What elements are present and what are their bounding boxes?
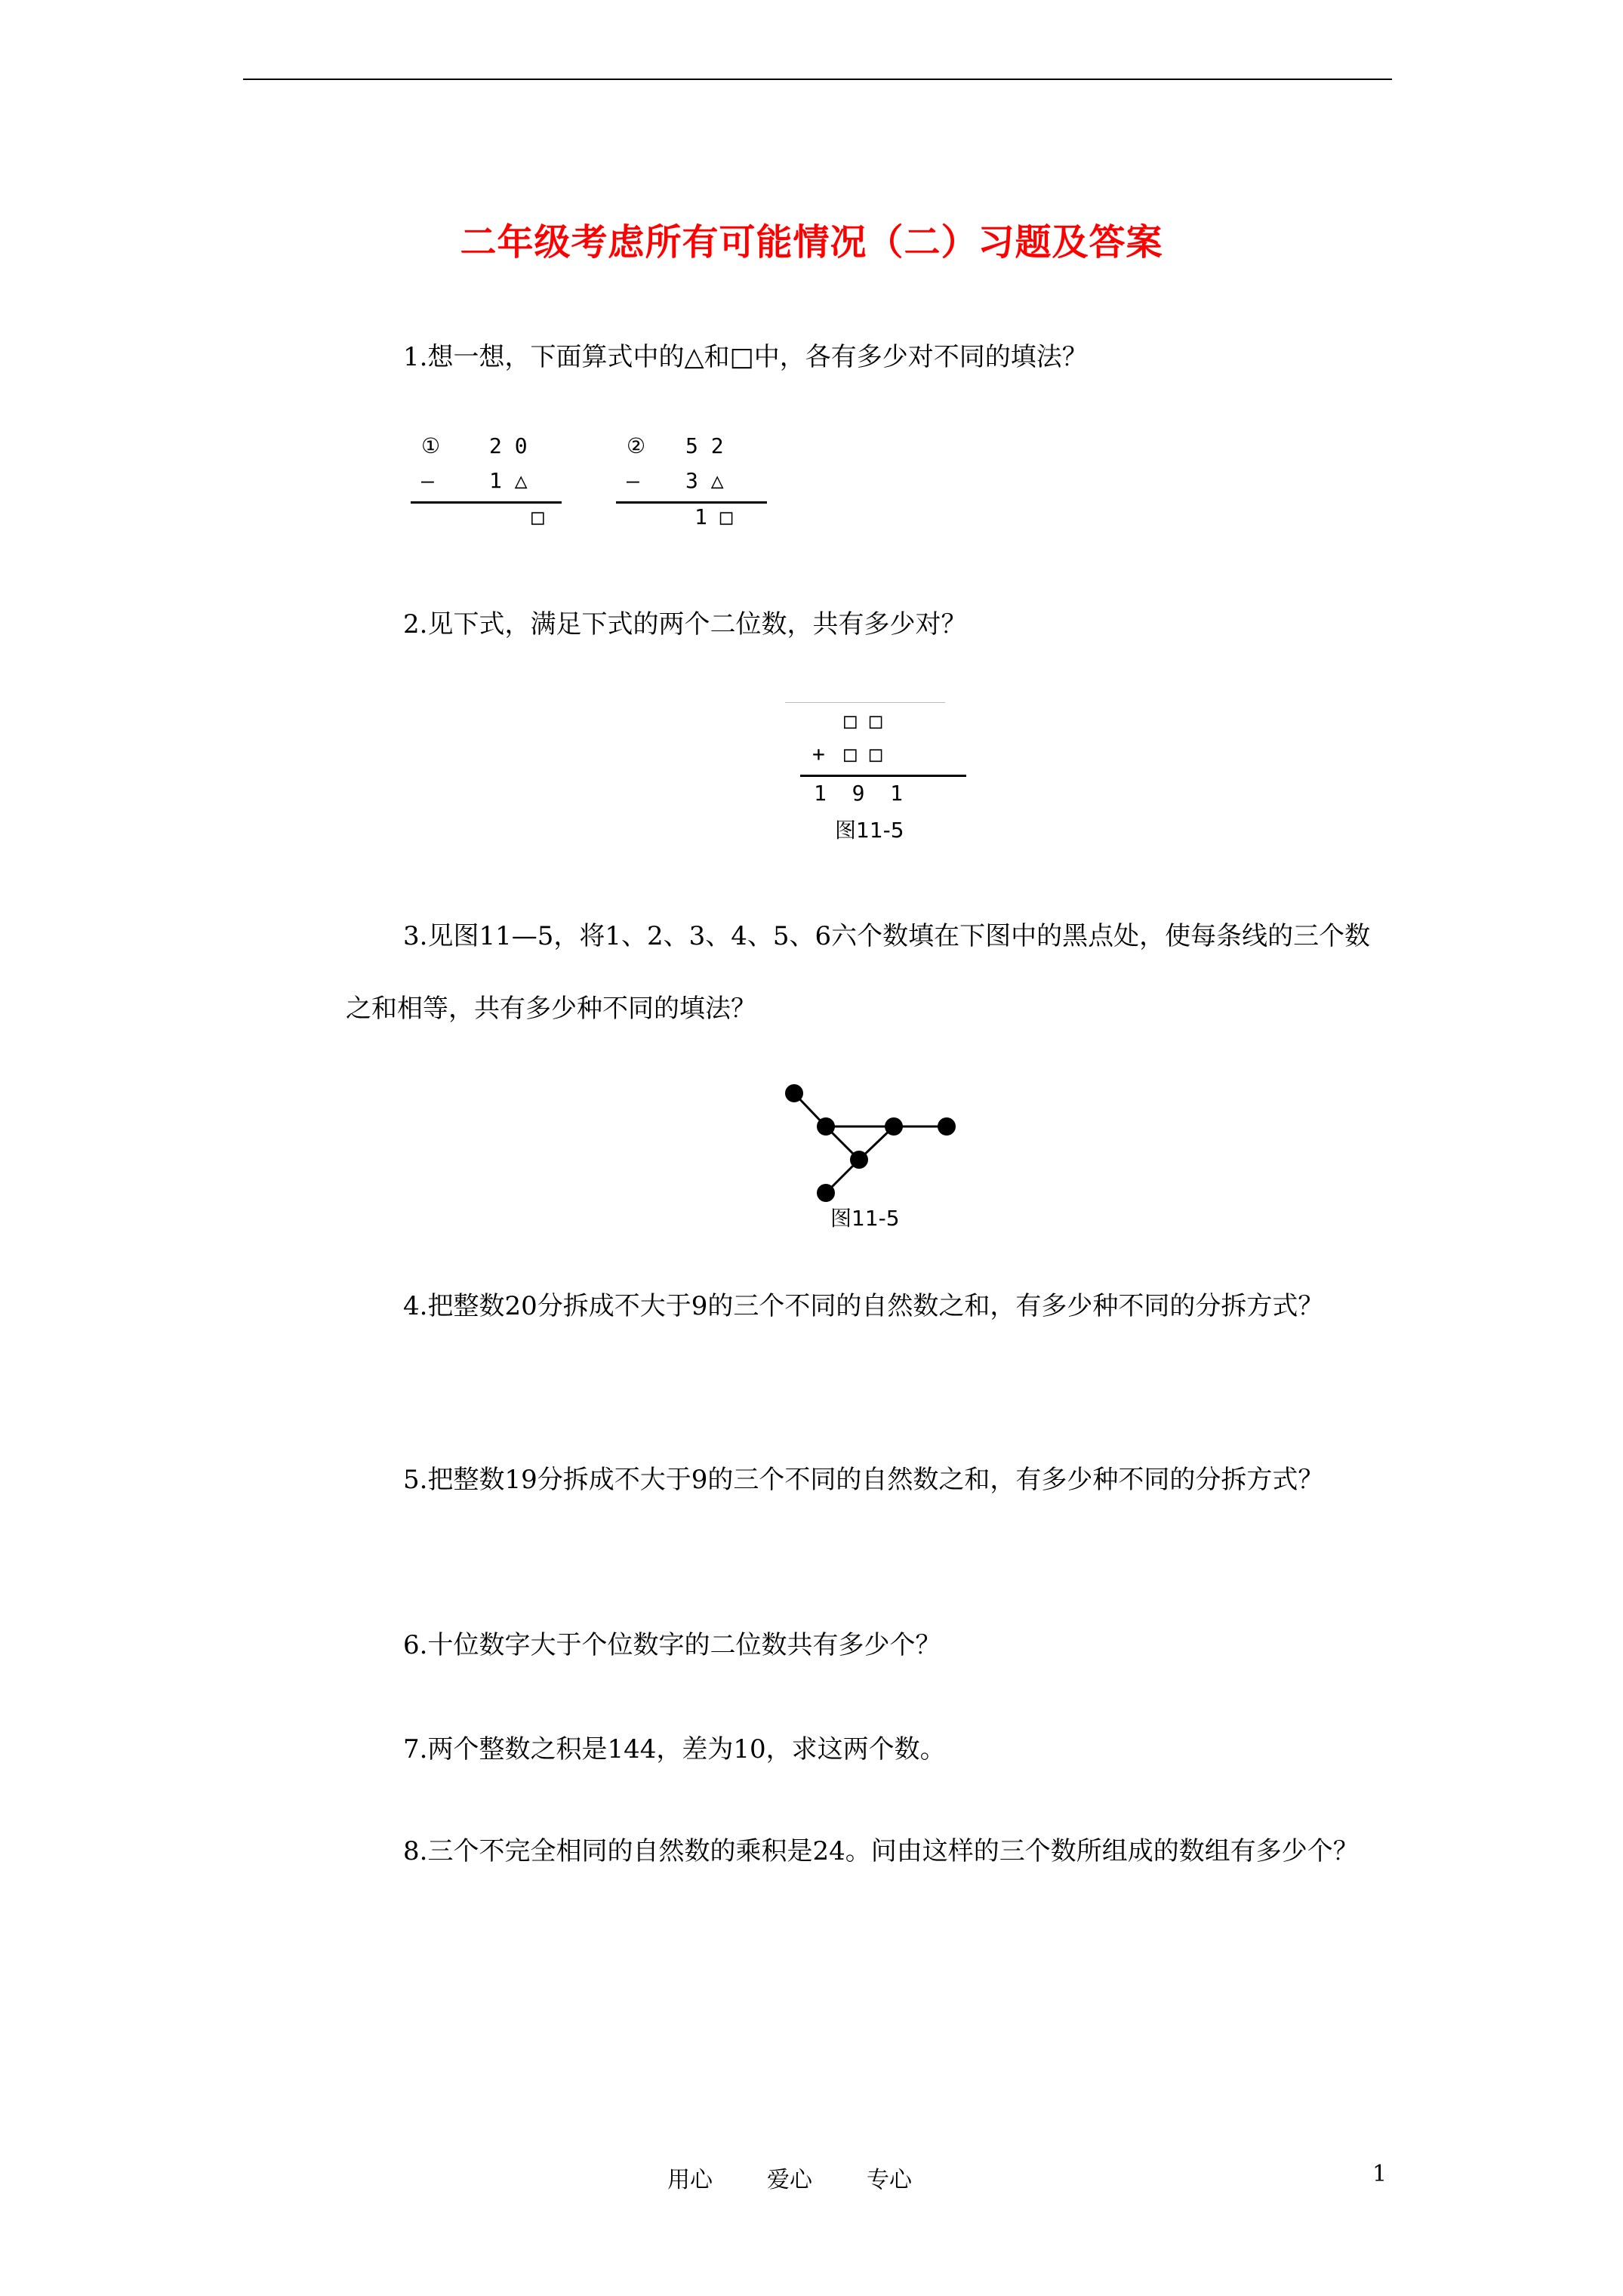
dot-graph-figure	[770, 1072, 966, 1238]
plus-operator: +	[812, 741, 825, 766]
puzzle-b-minuend: 5 2	[685, 433, 724, 458]
sum-result: 1 9 1	[814, 781, 904, 806]
question-number: 4.	[403, 1291, 428, 1321]
question-number: 2.	[403, 609, 428, 639]
question-text: 见下式，满足下式的两个二位数，共有多少对？	[427, 609, 967, 639]
puzzle-a-label: ①	[421, 433, 441, 458]
question-text: 把整数19分拆成不大于9的三个不同的自然数之和，有多少种不同的分拆方式？	[427, 1465, 1324, 1495]
question-number: 3.	[403, 921, 428, 951]
addend-1: □ □	[844, 708, 882, 733]
footer-left: 用心	[667, 2167, 713, 2193]
figure-caption: 图11-5	[830, 1206, 900, 1231]
question-text: 想一想，下面算式中的△和□中，各有多少对不同的填法？	[427, 342, 1088, 372]
puzzle-a-subtrahend: 1 △	[489, 468, 528, 493]
footer-middle: 爱心	[767, 2167, 812, 2193]
question-number: 7.	[403, 1734, 428, 1764]
header-rule	[243, 79, 1392, 80]
puzzle-b-result: 1 □	[694, 504, 733, 529]
graph-node	[785, 1084, 803, 1102]
graph-node	[850, 1151, 868, 1169]
question-number: 5.	[403, 1465, 428, 1495]
graph-node	[885, 1117, 903, 1136]
puzzle-a-result: □	[531, 504, 544, 529]
question-6	[346, 1626, 1395, 1664]
top-rule	[785, 702, 945, 703]
graph-node	[817, 1117, 835, 1136]
question-text: 两个整数之积是144，差为10，求这两个数。	[427, 1734, 946, 1764]
question-3	[346, 900, 1395, 1045]
document-title: 二年级考虑所有可能情况（二）习题及答案	[460, 221, 1163, 264]
puzzle-b-label: ②	[627, 433, 646, 458]
question-number: 6.	[403, 1630, 428, 1660]
question-text: 三个不完全相同的自然数的乘积是24。问由这样的三个数所组成的数组有多少个？	[427, 1836, 1359, 1866]
puzzle-b-operator: —	[627, 468, 639, 493]
question-text: 见图11—5，将1、2、3、4、5、6六个数填在下图中的黑点处，使每条线的三个数之和相等，共有多少种不同的填法？	[346, 921, 1371, 1024]
subtraction-figure	[408, 429, 785, 542]
question-text: 把整数20分拆成不大于9的三个不同的自然数之和，有多少种不同的分拆方式？	[427, 1291, 1324, 1321]
puzzle-a-rule	[411, 501, 562, 504]
question-number: 1.	[403, 342, 428, 372]
page-number: 1	[1372, 2161, 1387, 2187]
question-5	[346, 1444, 1395, 1516]
graph-node	[817, 1184, 835, 1202]
question-7	[346, 1730, 1395, 1768]
puzzle-a-operator: —	[421, 468, 434, 493]
puzzle-b-rule	[616, 501, 767, 504]
question-8	[346, 1815, 1395, 1888]
footer-right: 专心	[867, 2167, 912, 2193]
question-4	[346, 1270, 1395, 1342]
addition-figure	[782, 702, 948, 853]
question-1	[346, 338, 1395, 376]
puzzle-a-minuend: 2 0	[489, 433, 528, 458]
addend-2: □ □	[844, 741, 882, 766]
figure-caption: 图11-5	[835, 818, 904, 843]
sum-rule	[800, 775, 966, 777]
question-number: 8.	[403, 1836, 428, 1866]
graph-node	[938, 1117, 956, 1136]
question-text: 十位数字大于个位数字的二位数共有多少个？	[427, 1630, 941, 1660]
puzzle-b-subtrahend: 3 △	[685, 468, 724, 493]
question-2	[346, 606, 1395, 643]
